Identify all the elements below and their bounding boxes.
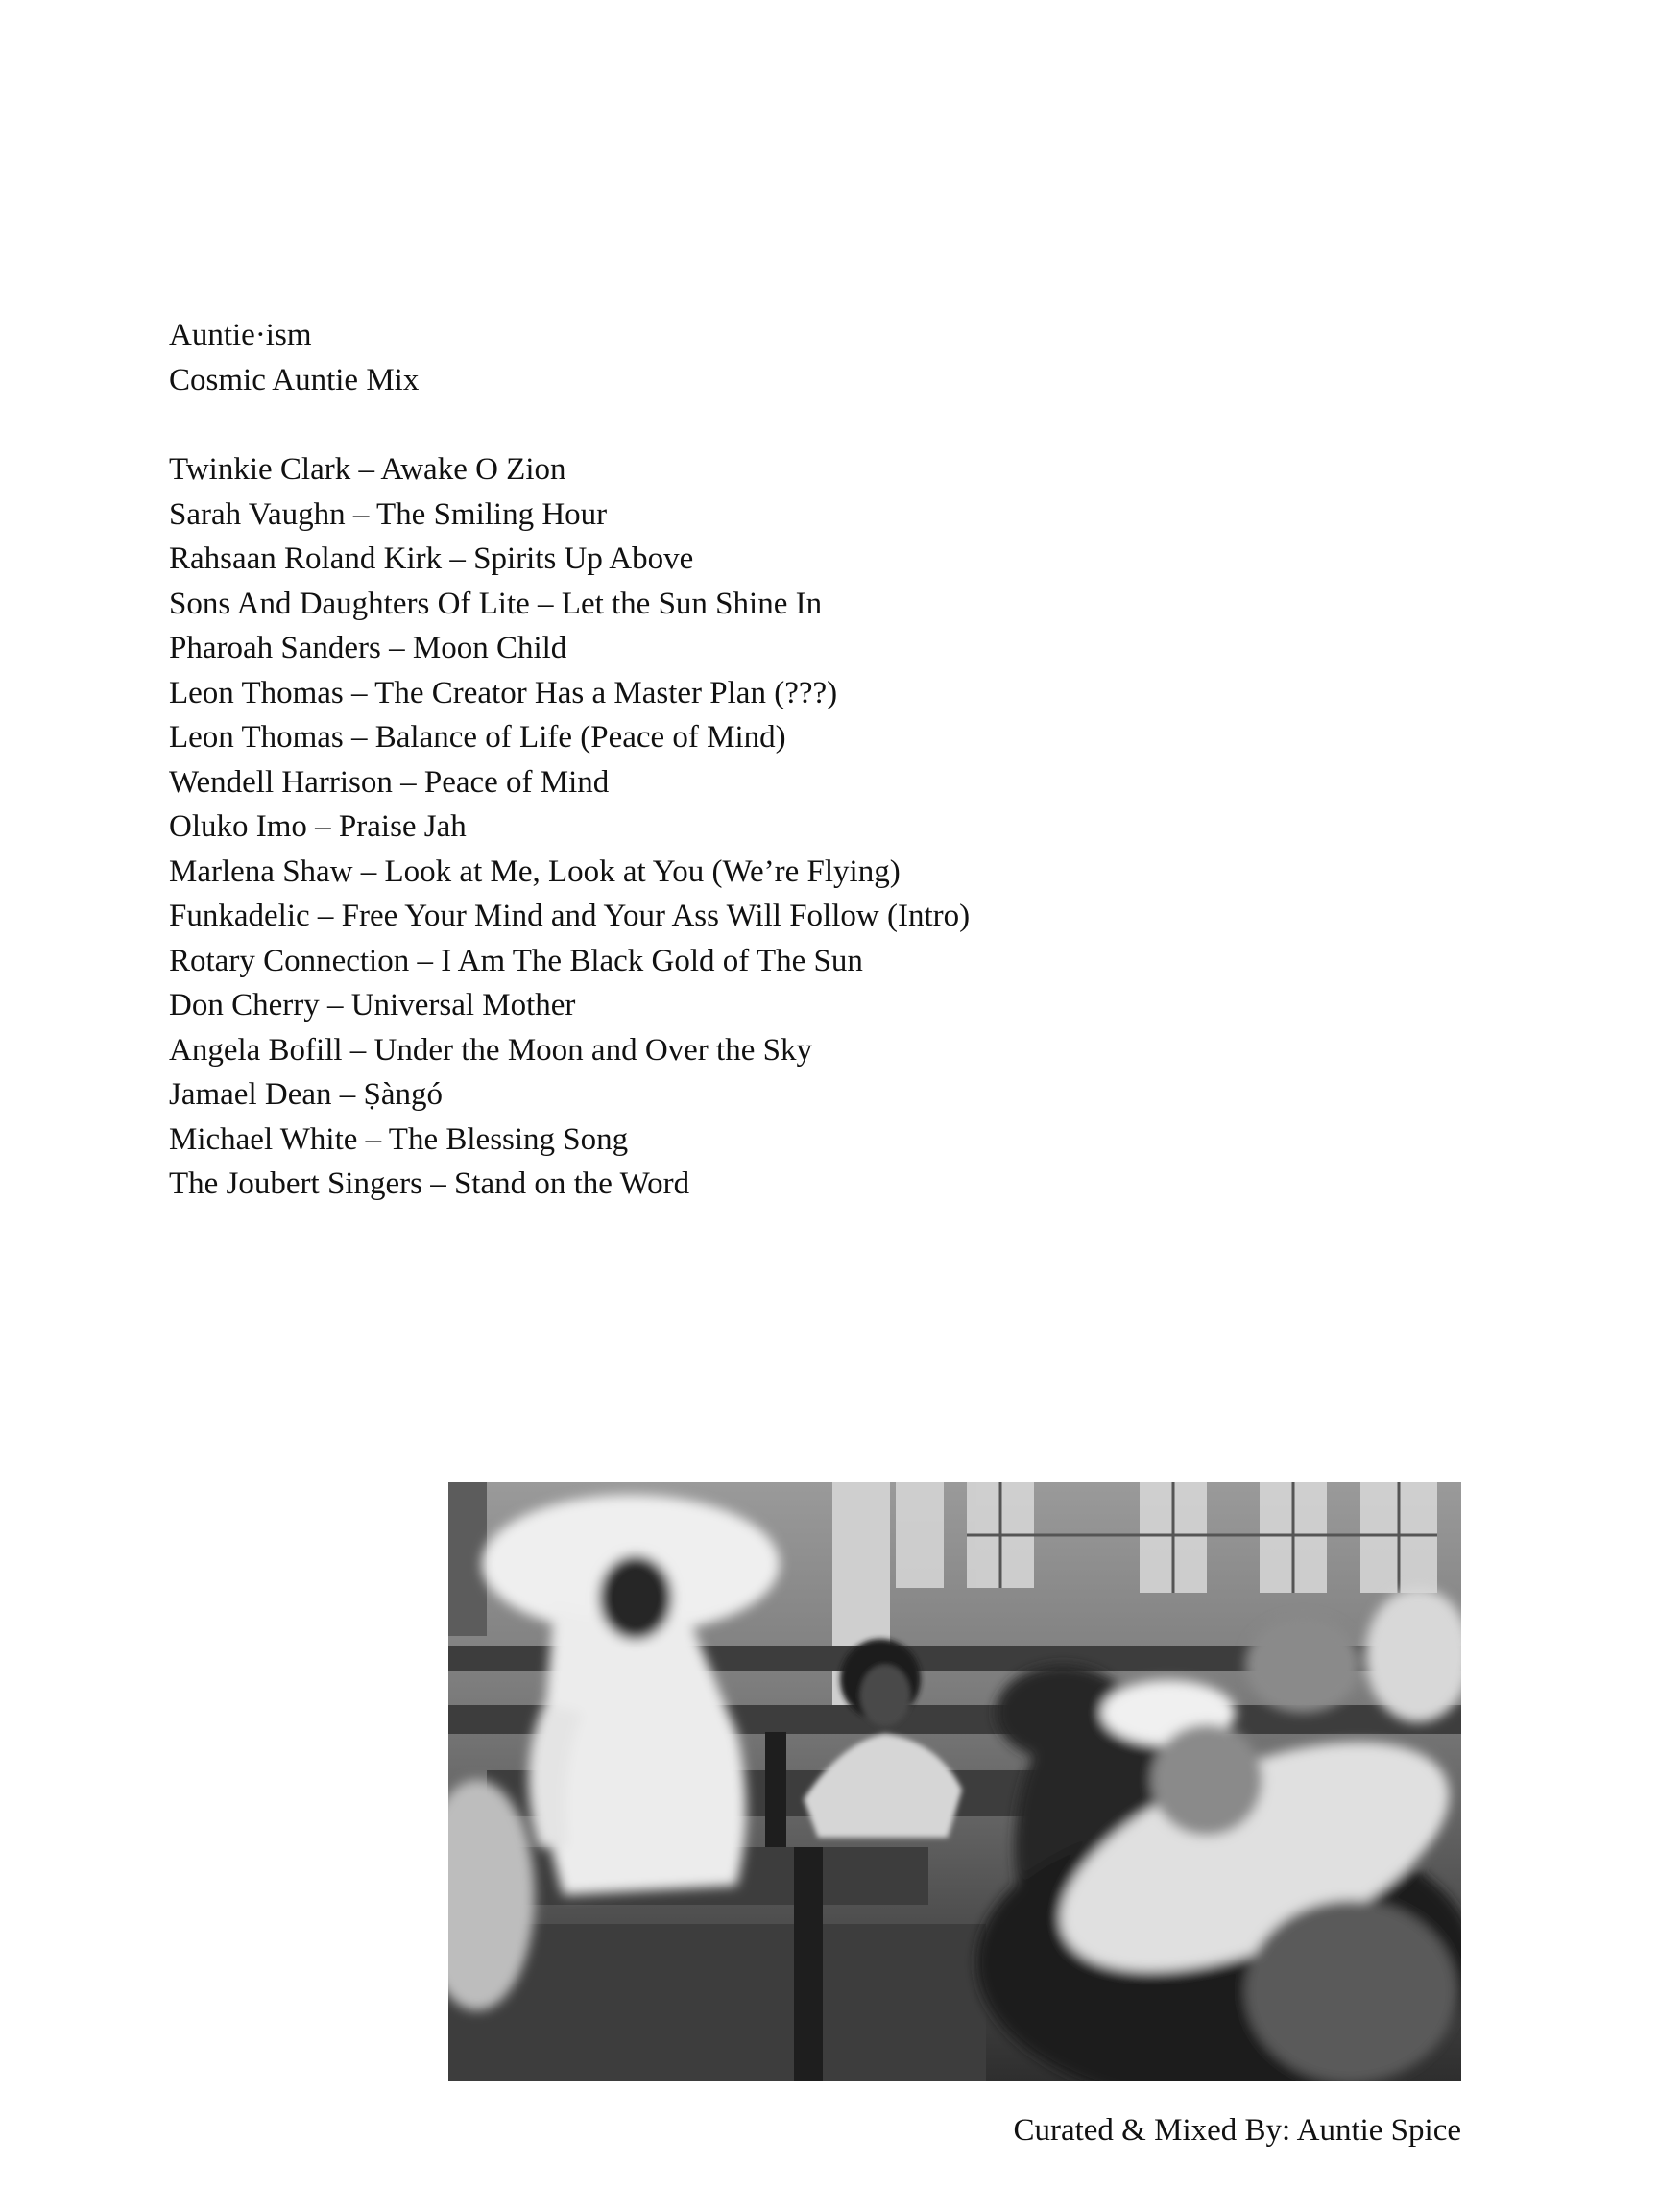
- track-item: Marlena Shaw – Look at Me, Look at You (We’re Flying): [169, 854, 901, 889]
- doc-subtitle: Cosmic Auntie Mix: [169, 362, 420, 397]
- track-item: Oluko Imo – Praise Jah: [169, 809, 467, 844]
- doc-header: [169, 313, 419, 402]
- track-item: Angela Bofill – Under the Moon and Over the Sky: [169, 1032, 812, 1068]
- track-item: Sarah Vaughn – The Smiling Hour: [169, 496, 608, 532]
- track-item: Leon Thomas – The Creator Has a Master Plan (???): [169, 675, 838, 710]
- doc-title: Auntie·ism: [169, 318, 312, 352]
- track-item: Twinkie Clark – Awake O Zion: [169, 452, 566, 487]
- credit-line: Curated & Mixed By: Auntie Spice: [1013, 2113, 1461, 2148]
- track-item: Jamael Dean – Ṣàngó: [169, 1077, 443, 1112]
- church-photo: [448, 1482, 1461, 2081]
- track-item: Rotary Connection – I Am The Black Gold of The Sun: [169, 943, 863, 978]
- track-item: Don Cherry – Universal Mother: [169, 988, 576, 1022]
- track-item: Rahsaan Roland Kirk – Spirits Up Above: [169, 541, 694, 576]
- track-item: Wendell Harrison – Peace of Mind: [169, 764, 610, 800]
- track-item: Pharoah Sanders – Moon Child: [169, 631, 567, 665]
- track-item: Leon Thomas – Balance of Life (Peace of Mind): [169, 720, 786, 755]
- tracklist: [169, 447, 970, 1207]
- track-item: Funkadelic – Free Your Mind and Your Ass Will Follow (Intro): [169, 899, 971, 933]
- track-item: The Joubert Singers – Stand on the Word: [169, 1166, 690, 1201]
- track-item: Michael White – The Blessing Song: [169, 1121, 629, 1157]
- track-item: Sons And Daughters Of Lite – Let the Sun Shine In: [169, 586, 823, 621]
